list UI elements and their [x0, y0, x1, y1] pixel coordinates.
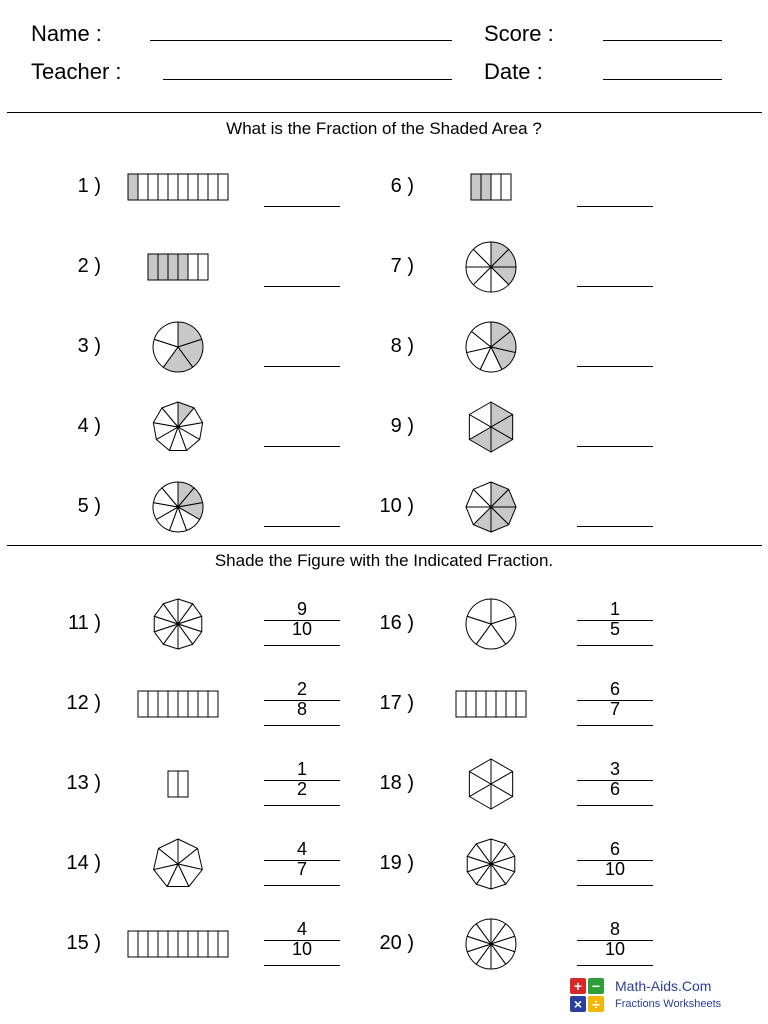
fraction-numerator: 2 [296, 679, 307, 699]
answer-blank[interactable] [577, 446, 653, 447]
fraction-denominator: 8 [296, 699, 307, 719]
fraction-underline [264, 725, 340, 726]
teacher-label: Teacher : [31, 59, 122, 84]
fraction-underline [264, 645, 340, 646]
answer-blank[interactable] [577, 526, 653, 527]
answer-blank[interactable] [577, 366, 653, 367]
unshaded-part [168, 771, 178, 797]
unshaded-part [138, 931, 148, 957]
unshaded-part [456, 691, 466, 717]
bar-figure[interactable] [127, 930, 229, 958]
circle-figure [151, 480, 205, 534]
name-label: Name : [31, 21, 102, 46]
unshaded-part [148, 174, 158, 200]
fraction-denominator: 10 [604, 859, 626, 879]
fraction-bar [577, 780, 653, 781]
unshaded-part [506, 691, 516, 717]
logo-subtitle: Fractions Worksheets [615, 998, 722, 1010]
fraction-underline [264, 885, 340, 886]
fraction-bar [577, 860, 653, 861]
fraction-denominator: 10 [604, 939, 626, 959]
unshaded-part [501, 174, 511, 200]
problem-number: 3 ) [77, 335, 101, 357]
unshaded-part [208, 931, 218, 957]
section-divider-middle [7, 545, 762, 546]
fraction-underline [264, 805, 340, 806]
problem-number: 7 ) [390, 255, 414, 277]
problem-number: 19 ) [379, 852, 414, 874]
unshaded-part [138, 691, 148, 717]
unshaded-part [476, 691, 486, 717]
unshaded-part [466, 691, 476, 717]
problem-number: 5 ) [77, 495, 101, 517]
fraction-underline [577, 725, 653, 726]
fraction-bar [577, 620, 653, 621]
unshaded-part [178, 931, 188, 957]
problem-number: 18 ) [379, 772, 414, 794]
polygon-figure [151, 400, 205, 454]
circle-figure [464, 320, 518, 374]
fraction-numerator: 8 [609, 919, 620, 939]
unshaded-part [158, 691, 168, 717]
math-aids-logo [568, 976, 758, 1016]
shaded-part [471, 174, 481, 200]
section-divider-top [7, 112, 762, 113]
circle-figure [464, 240, 518, 294]
fraction-bar [577, 940, 653, 941]
fraction-numerator: 4 [296, 839, 307, 859]
polygon-figure[interactable] [151, 597, 205, 651]
unshaded-part [496, 691, 506, 717]
unshaded-part [188, 691, 198, 717]
polygon-figure[interactable] [464, 837, 518, 891]
unshaded-part [178, 174, 188, 200]
polygon-figure[interactable] [464, 757, 518, 811]
fraction-denominator: 6 [609, 779, 620, 799]
fraction-underline [264, 965, 340, 966]
problem-number: 16 ) [379, 612, 414, 634]
unshaded-part [208, 174, 218, 200]
shaded-part [481, 174, 491, 200]
unshaded-part [198, 254, 208, 280]
circle-figure[interactable] [464, 917, 518, 971]
section2-title: Shade the Figure with the Indicated Fraction. [214, 551, 554, 570]
polygon-figure [464, 480, 518, 534]
fraction-underline [577, 645, 653, 646]
unshaded-part [168, 931, 178, 957]
shaded-part [168, 254, 178, 280]
answer-blank[interactable] [264, 446, 340, 447]
fraction-denominator: 7 [609, 699, 620, 719]
polygon-figure[interactable] [151, 837, 205, 891]
bar-figure[interactable] [455, 690, 527, 718]
unshaded-part [138, 174, 148, 200]
bar-figure[interactable] [137, 690, 219, 718]
unshaded-part [168, 174, 178, 200]
unshaded-part [188, 931, 198, 957]
shaded-part [148, 254, 158, 280]
unshaded-part [178, 771, 188, 797]
unshaded-part [188, 254, 198, 280]
answer-blank[interactable] [264, 366, 340, 367]
unshaded-part [198, 691, 208, 717]
bar-figure[interactable] [167, 770, 189, 798]
problem-number: 13 ) [66, 772, 101, 794]
fraction-underline [577, 805, 653, 806]
problem-number: 6 ) [390, 175, 414, 197]
unshaded-part [218, 174, 228, 200]
answer-blank[interactable] [577, 206, 653, 207]
problem-number: 8 ) [390, 335, 414, 357]
shaded-part [158, 254, 168, 280]
problem-number: 12 ) [66, 692, 101, 714]
divide-icon: ÷ [588, 996, 604, 1012]
score-field[interactable] [603, 40, 722, 41]
fraction-denominator: 2 [296, 779, 307, 799]
logo-site: Math-Aids.Com [615, 978, 712, 994]
section1-title: What is the Fraction of the Shaded Area ? [226, 119, 542, 138]
score-label: Score : [484, 21, 554, 46]
unshaded-part [486, 691, 496, 717]
fraction-numerator: 6 [609, 679, 620, 699]
unshaded-part [158, 931, 168, 957]
unshaded-part [218, 931, 228, 957]
shaded-part [178, 254, 188, 280]
minus-icon: − [588, 978, 604, 994]
unshaded-part [198, 174, 208, 200]
fraction-denominator: 10 [291, 619, 313, 639]
answer-blank[interactable] [264, 526, 340, 527]
fraction-numerator: 9 [296, 599, 307, 619]
date-label: Date : [484, 59, 543, 84]
problem-number: 9 ) [390, 415, 414, 437]
plus-minus-times-divide-icon [568, 976, 608, 1016]
shaded-part [128, 174, 138, 200]
problem-number: 11 ) [68, 612, 101, 634]
unshaded-part [516, 691, 526, 717]
problem-number: 2 ) [77, 255, 101, 277]
fraction-denominator: 10 [291, 939, 313, 959]
problem-number: 10 ) [379, 495, 414, 517]
answer-blank[interactable] [264, 286, 340, 287]
answer-blank[interactable] [577, 286, 653, 287]
times-icon: × [570, 996, 586, 1012]
circle-figure [151, 320, 205, 374]
unshaded-part [198, 931, 208, 957]
unshaded-part [208, 691, 218, 717]
unshaded-part [128, 931, 138, 957]
bar-figure [127, 173, 229, 201]
fraction-numerator: 1 [296, 759, 307, 779]
unshaded-part [491, 174, 501, 200]
fraction-numerator: 1 [609, 599, 620, 619]
fraction-denominator: 7 [296, 859, 307, 879]
unshaded-part [168, 691, 178, 717]
problem-number: 4 ) [77, 415, 101, 437]
unshaded-part [148, 691, 158, 717]
problem-number: 20 ) [379, 932, 414, 954]
problem-number: 1 ) [77, 175, 101, 197]
teacher-field[interactable] [163, 79, 452, 80]
problem-number: 15 ) [66, 932, 101, 954]
fraction-underline [577, 965, 653, 966]
unshaded-part [148, 931, 158, 957]
fraction-numerator: 4 [296, 919, 307, 939]
unshaded-part [158, 174, 168, 200]
date-field[interactable] [603, 79, 722, 80]
fraction-underline [577, 885, 653, 886]
fraction-bar [577, 700, 653, 701]
fraction-numerator: 3 [609, 759, 620, 779]
fraction-numerator: 6 [609, 839, 620, 859]
bar-figure [470, 173, 512, 201]
bar-figure [147, 253, 209, 281]
problem-number: 14 ) [66, 852, 101, 874]
fraction-denominator: 5 [609, 619, 620, 639]
answer-blank[interactable] [264, 206, 340, 207]
name-field[interactable] [150, 40, 452, 41]
polygon-figure [464, 400, 518, 454]
plus-icon: + [570, 978, 586, 994]
problem-number: 17 ) [379, 692, 414, 714]
unshaded-part [178, 691, 188, 717]
unshaded-part [188, 174, 198, 200]
circle-figure[interactable] [464, 597, 518, 651]
